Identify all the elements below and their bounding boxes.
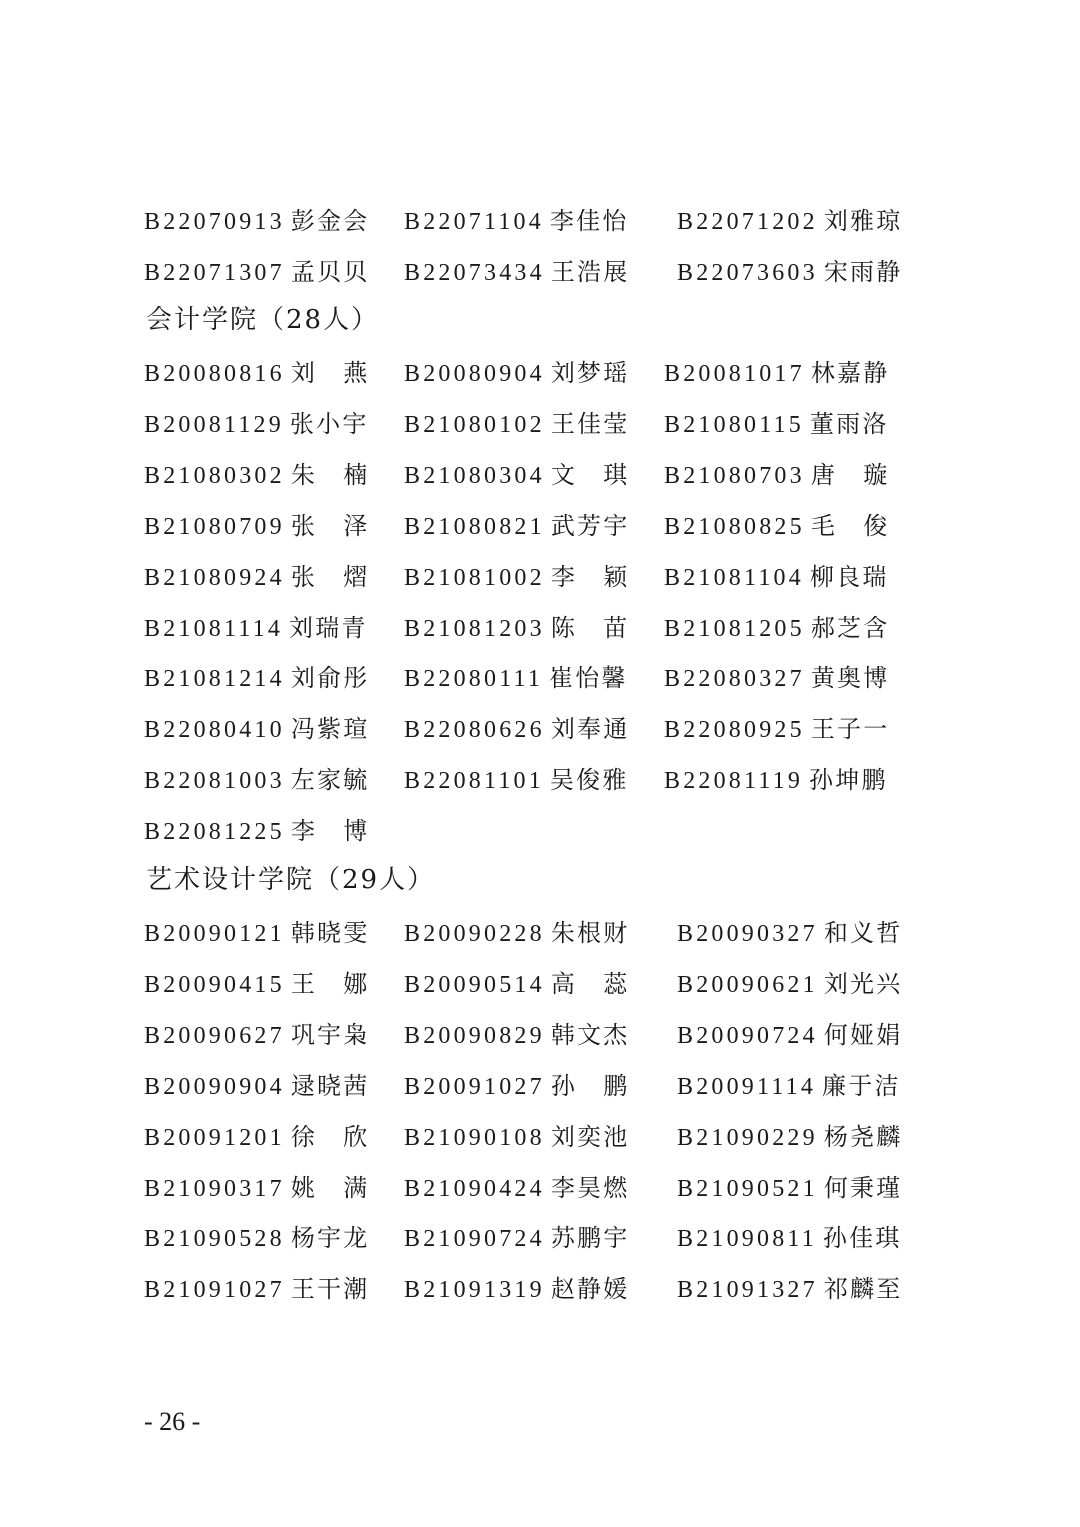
section-heading-accounting: 会计学院（28人） <box>146 305 380 335</box>
student-id: B21091327 <box>677 1277 818 1304</box>
student-entry <box>664 608 889 649</box>
student-id: B21080102 <box>404 411 545 438</box>
student-name: 杨尧麟 <box>823 1122 902 1151</box>
student-name: 廉于洁 <box>822 1071 901 1100</box>
student-entry <box>144 557 369 598</box>
student-entry <box>144 658 369 699</box>
student-id: B20080904 <box>404 361 545 387</box>
student-name: 朱根财 <box>550 919 629 947</box>
student-name: 何娅娟 <box>823 1020 902 1049</box>
student-name: 孙鹏 <box>550 1071 629 1100</box>
student-entry <box>404 1015 629 1056</box>
student-id: B22071104 <box>404 209 544 235</box>
art-design-row <box>0 964 1080 1004</box>
student-id: B22081119 <box>664 768 804 795</box>
student-id: B21090521 <box>677 1175 818 1202</box>
student-entry <box>144 1066 369 1107</box>
student-id: B22081003 <box>144 768 285 795</box>
student-id: B22080410 <box>144 717 285 744</box>
student-name: 赵静媛 <box>550 1275 629 1304</box>
student-id: B21080304 <box>404 462 545 489</box>
student-name: 孟贝贝 <box>290 257 369 286</box>
student-name: 朱楠 <box>290 460 369 489</box>
student-entry <box>404 1066 629 1107</box>
student-name: 王子一 <box>810 715 889 744</box>
carryover-row <box>0 252 1080 292</box>
student-entry <box>404 658 627 699</box>
student-id: B21091319 <box>404 1277 545 1304</box>
student-entry <box>664 455 889 496</box>
student-name: 王干潮 <box>290 1275 369 1304</box>
student-id: B21090724 <box>404 1226 545 1253</box>
student-entry <box>144 506 369 547</box>
student-id: B20090327 <box>677 921 818 947</box>
student-entry <box>144 608 367 649</box>
student-entry <box>404 404 629 445</box>
student-name: 韩晓雯 <box>290 919 369 947</box>
student-entry <box>677 1269 902 1310</box>
student-entry <box>144 964 369 1005</box>
accounting-row <box>0 455 1080 495</box>
student-name: 左家毓 <box>290 766 369 795</box>
student-id: B22073434 <box>404 259 545 286</box>
student-entry <box>144 353 369 394</box>
student-id: B22071202 <box>677 209 818 235</box>
accounting-row <box>0 658 1080 698</box>
student-id: B20090621 <box>677 971 818 998</box>
student-entry <box>664 404 888 445</box>
student-id: B20090829 <box>404 1022 545 1049</box>
student-id: B22070913 <box>144 209 285 235</box>
student-name: 和义哲 <box>823 919 902 947</box>
student-entry <box>677 252 902 293</box>
student-name: 毛俊 <box>810 511 889 540</box>
student-id: B22080327 <box>664 666 805 693</box>
student-id: B22081101 <box>404 768 544 795</box>
student-entry <box>404 964 629 1005</box>
student-entry <box>144 913 369 954</box>
student-id: B20090228 <box>404 921 545 947</box>
student-entry <box>664 658 889 699</box>
student-name: 逯晓茜 <box>290 1071 369 1100</box>
student-id: B20091201 <box>144 1124 285 1151</box>
student-id: B21090229 <box>677 1124 818 1151</box>
student-id: B21090811 <box>677 1226 817 1253</box>
art-design-row <box>0 1015 1080 1055</box>
section-heading-art-design: 艺术设计学院（29人） <box>146 865 436 895</box>
student-name: 柳良瑞 <box>809 562 888 591</box>
student-name: 郝芝含 <box>810 613 889 642</box>
student-name: 杨宇龙 <box>290 1224 369 1253</box>
student-entry <box>144 1117 369 1158</box>
accounting-row <box>0 557 1080 597</box>
student-entry <box>144 760 369 801</box>
student-name: 刘燕 <box>290 359 369 387</box>
art-design-row <box>0 913 1080 953</box>
student-entry <box>664 557 888 598</box>
student-id: B21081104 <box>664 564 804 591</box>
student-id: B21081205 <box>664 615 805 642</box>
student-id: B21080115 <box>664 411 804 438</box>
student-id: B22073603 <box>677 259 818 286</box>
accounting-row <box>0 506 1080 546</box>
student-name: 宋雨静 <box>823 257 902 286</box>
student-entry <box>404 353 629 394</box>
student-entry <box>144 1269 369 1310</box>
student-name: 李昊燃 <box>550 1173 629 1202</box>
student-id: B20090415 <box>144 971 285 998</box>
student-entry <box>144 404 368 445</box>
student-id: B20081129 <box>144 411 284 438</box>
accounting-row <box>0 404 1080 444</box>
student-id: B20090724 <box>677 1022 818 1049</box>
student-id: B20090121 <box>144 921 285 947</box>
student-name: 冯紫瑄 <box>290 715 369 744</box>
student-id: B20090514 <box>404 971 545 998</box>
student-entry <box>404 252 629 293</box>
student-entry <box>677 201 902 242</box>
student-entry <box>677 1015 902 1056</box>
student-entry <box>144 455 369 496</box>
student-entry <box>404 1218 629 1259</box>
student-id: B21080825 <box>664 513 805 540</box>
student-entry <box>677 1066 900 1107</box>
student-id: B21080709 <box>144 513 285 540</box>
accounting-row <box>0 709 1080 749</box>
student-entry <box>677 1168 902 1209</box>
student-id: B22080925 <box>664 717 805 744</box>
student-entry <box>677 913 902 954</box>
student-name: 王浩展 <box>550 257 629 286</box>
student-id: B21081214 <box>144 666 285 693</box>
student-name: 王佳莹 <box>550 409 629 438</box>
page-number: - 26 - <box>144 1407 201 1436</box>
student-name: 张小宇 <box>289 409 368 438</box>
student-entry <box>404 913 629 954</box>
student-entry <box>144 1015 369 1056</box>
student-id: B21080703 <box>664 462 805 489</box>
art-design-row <box>0 1066 1080 1106</box>
student-entry <box>144 1168 369 1209</box>
student-entry <box>404 557 629 598</box>
student-entry <box>404 506 629 547</box>
student-id: B21080821 <box>404 513 545 540</box>
student-entry <box>664 760 887 801</box>
student-entry <box>664 709 889 750</box>
student-id: B20090904 <box>144 1073 285 1100</box>
student-name: 刘梦瑶 <box>550 359 629 387</box>
student-id: B20091114 <box>677 1073 817 1100</box>
student-id: B21090317 <box>144 1175 285 1202</box>
student-name: 刘俞彤 <box>290 664 369 693</box>
accounting-row <box>0 811 1080 851</box>
carryover-row <box>0 201 1080 241</box>
student-name: 崔怡馨 <box>549 664 628 693</box>
student-name: 徐欣 <box>290 1122 369 1151</box>
student-entry <box>664 353 889 394</box>
student-id: B20081017 <box>664 361 805 387</box>
student-name: 吴俊雅 <box>549 766 628 795</box>
student-id: B21081203 <box>404 615 545 642</box>
student-id: B22080626 <box>404 717 545 744</box>
accounting-row <box>0 353 1080 393</box>
student-id: B21081002 <box>404 564 545 591</box>
student-name: 李博 <box>290 817 369 846</box>
student-entry <box>404 455 629 496</box>
student-id: B20090627 <box>144 1022 285 1049</box>
student-name: 林嘉静 <box>810 359 889 387</box>
student-entry <box>144 252 369 293</box>
student-name: 韩文杰 <box>550 1020 629 1049</box>
student-id: B21080302 <box>144 462 285 489</box>
student-entry <box>404 760 628 801</box>
student-name: 张熠 <box>290 562 369 591</box>
student-name: 李佳怡 <box>549 207 628 235</box>
student-entry <box>144 709 369 750</box>
student-id: B21090528 <box>144 1226 285 1253</box>
student-id: B22080111 <box>404 666 544 693</box>
student-name: 董雨洛 <box>809 409 888 438</box>
student-name: 王娜 <box>290 969 369 998</box>
student-entry <box>677 964 902 1005</box>
student-name: 孙坤鹏 <box>809 766 888 795</box>
student-name: 刘光兴 <box>823 969 902 998</box>
student-id: B21080924 <box>144 564 285 591</box>
student-entry <box>677 1218 901 1259</box>
student-id: B20080816 <box>144 361 285 387</box>
student-id: B21091027 <box>144 1277 285 1304</box>
student-name: 武芳宇 <box>550 511 629 540</box>
art-design-row <box>0 1269 1080 1309</box>
student-id: B21081114 <box>144 615 284 642</box>
student-name: 刘雅琼 <box>823 207 902 235</box>
art-design-row <box>0 1218 1080 1258</box>
student-name: 刘奕池 <box>550 1122 629 1151</box>
student-name: 孙佳琪 <box>822 1224 901 1253</box>
student-id: B22081225 <box>144 819 285 846</box>
student-entry <box>677 1117 902 1158</box>
student-entry <box>404 1168 629 1209</box>
student-name: 唐璇 <box>810 460 889 489</box>
student-name: 刘奉通 <box>550 715 629 744</box>
student-id: B20091027 <box>404 1073 545 1100</box>
student-name: 高蕊 <box>550 969 629 998</box>
student-entry <box>404 1269 629 1310</box>
student-name: 黄奥博 <box>810 664 889 693</box>
student-entry <box>404 1117 629 1158</box>
student-id: B22071307 <box>144 259 285 286</box>
student-entry <box>404 608 629 649</box>
student-name: 文琪 <box>550 460 629 489</box>
accounting-row <box>0 760 1080 800</box>
student-entry <box>404 201 628 242</box>
student-name: 苏鹏宇 <box>550 1224 629 1253</box>
student-name: 彭金会 <box>290 207 369 235</box>
student-name: 陈苗 <box>550 613 629 642</box>
student-id: B21090424 <box>404 1175 545 1202</box>
student-entry <box>144 811 369 852</box>
student-id: B21090108 <box>404 1124 545 1151</box>
student-entry <box>664 506 889 547</box>
student-entry <box>404 709 629 750</box>
student-name: 巩宇枭 <box>290 1020 369 1049</box>
student-name: 何秉瑾 <box>823 1173 902 1202</box>
student-name: 张泽 <box>290 511 369 540</box>
accounting-row <box>0 608 1080 648</box>
student-entry <box>144 201 369 242</box>
student-name: 李颖 <box>550 562 629 591</box>
student-name: 祁麟至 <box>823 1275 902 1304</box>
art-design-row <box>0 1117 1080 1157</box>
student-name: 姚满 <box>290 1173 369 1202</box>
art-design-row <box>0 1168 1080 1208</box>
student-name: 刘瑞青 <box>289 613 368 642</box>
student-entry <box>144 1218 369 1259</box>
